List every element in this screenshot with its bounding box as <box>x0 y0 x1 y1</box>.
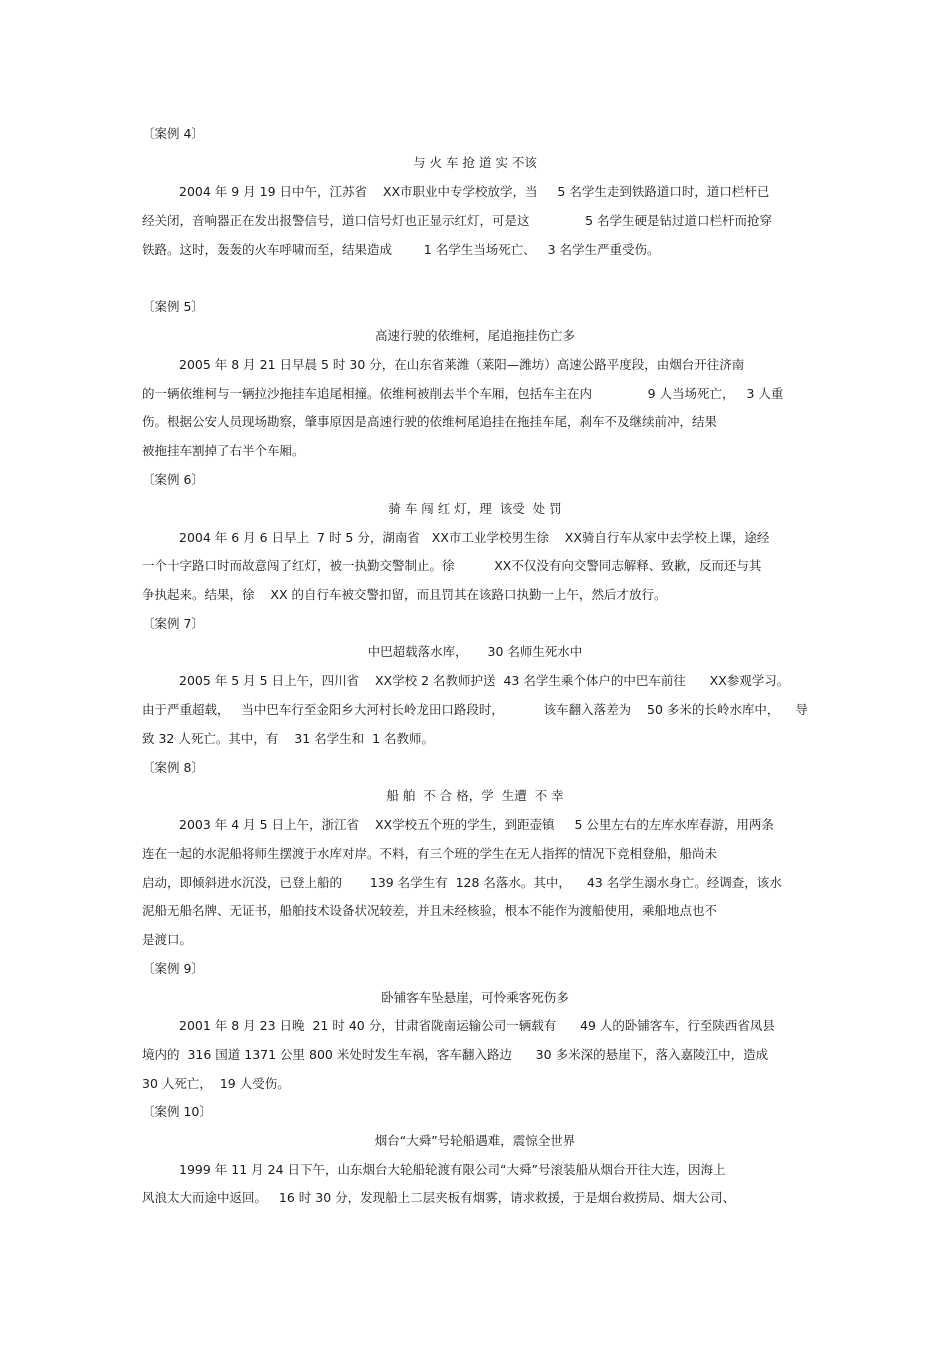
paragraph-line: 经关闭，音响器正在发出报警信号，道口信号灯也正显示红灯，可是这 5 名学生硬是钻过道口栏杆而抢穿 <box>142 213 773 228</box>
case-title: 高速行驶的依维柯，尾追拖挂伤亡多 <box>374 328 575 343</box>
case-label: 〔案例 7〕 <box>142 616 204 631</box>
case-title: 骑 车 闯 红 灯，理 该受 处 罚 <box>388 501 562 516</box>
paragraph-line: 境内的 316 国道 1371 公里 800 米处时发生车祸，客车翻入路边 30 多米深的悬崖下，落入嘉陵江中，造成 <box>142 1047 769 1062</box>
paragraph-line: 启动，即倾斜进水沉没，已登上船的 139 名学生有 128 名落水。其中， 43 名学生溺水身亡。经调查，该水 <box>142 875 782 890</box>
paragraph-line: 风浪太大而途中返回。 16 时 30 分，发现船上二层夹板有烟雾，请求救援，于是烟台救捞局、烟大公司、 <box>142 1190 736 1205</box>
paragraph-line: 30 人死亡， 19 人受伤。 <box>142 1076 290 1091</box>
case-label: 〔案例 9〕 <box>142 961 204 976</box>
paragraph-line: 2004 年 6 月 6 日早上 7 时 5 分，湖南省 XX市工业学校男生徐 XX骑自行车从家中去学校上课，途经 <box>179 530 770 545</box>
paragraph-line: 由于严重超载， 当中巴车行至金阳乡大河村长岭龙田口路段时， 该车翻入落差为 50 多米的长岭水库中， 导 <box>142 702 808 717</box>
paragraph-line: 争执起来。结果，徐 XX 的自行车被交警扣留，而且罚其在该路口执勤一上午，然后才放行。 <box>142 587 667 602</box>
paragraph-line: 连在一起的水泥船将师生摆渡于水库对岸。不料，有三个班的学生在无人指挥的情况下竞相登船，船尚未 <box>142 846 718 861</box>
paragraph-line: 2005 年 5 月 5 日上午，四川省 XX学校 2 名教师护送 43 名学生乘个体户的中巴车前往 XX参观学习。 <box>179 673 790 688</box>
paragraph-line: 2003 年 4 月 5 日上午，浙江省 XX学校五个班的学生，到距壶镇 5 公里左右的左库水库春游，用两条 <box>179 817 774 832</box>
paragraph-line: 被拖挂车割掉了右半个车厢。 <box>142 443 305 458</box>
paragraph-line: 的一辆依维柯与一辆拉沙拖挂车追尾相撞。依维柯被削去半个车厢，包括车主在内 9 人当场死亡， 3 人重 <box>142 386 784 401</box>
paragraph-line: 泥船无船名牌、无证书，船舶技术设备状况较差，并且未经核验，根本不能作为渡船使用，乘船地点也不 <box>142 903 718 918</box>
case-label: 〔案例 4〕 <box>142 126 204 141</box>
paragraph-line: 2005 年 8 月 21 日早晨 5 时 30 分，在山东省莱潍（莱阳—潍坊）高速公路平度段，由烟台开往济南 <box>179 357 745 372</box>
case-title: 与 火 车 抢 道 实 不该 <box>413 155 537 170</box>
paragraph-line: 一个十字路口时而故意闯了红灯，被一执勤交警制止。徐 XX不仅没有向交警同志解释、致歉，反而还与其 <box>142 558 762 573</box>
case-label: 〔案例 5〕 <box>142 299 204 314</box>
paragraph-line: 伤。根据公安人员现场勘察，肇事原因是高速行驶的依维柯尾追挂在拖挂车尾，刹车不及继续前冲，结果 <box>142 414 718 429</box>
case-label: 〔案例 10〕 <box>142 1104 212 1119</box>
paragraph-line: 2001 年 8 月 23 日晚 21 时 40 分，甘肃省陇南运输公司一辆载有 49 人的卧铺客车，行至陕西省凤县 <box>179 1018 775 1033</box>
paragraph-line: 2004 年 9 月 19 日中午，江苏省 XX市职业中专学校放学，当 5 名学生走到铁路道口时，道口栏杆已 <box>179 184 770 199</box>
case-title: 船 舶 不 合 格，学 生遭 不 幸 <box>386 788 564 803</box>
paragraph-line: 铁路。这时，轰轰的火车呼啸而至，结果造成 1 名学生当场死亡、 3 名学生严重受伤。 <box>142 242 660 257</box>
paragraph-line: 1999 年 11 月 24 日下午，山东烟台大轮船轮渡有限公司“大舜”号滚装船从烟台开往大连，因海上 <box>179 1162 726 1177</box>
paragraph-line: 致 32 人死亡。其中，有 31 名学生和 1 名教师。 <box>142 731 434 746</box>
case-label: 〔案例 6〕 <box>142 472 204 487</box>
case-title: 烟台“大舜”号轮船遇难，震惊全世界 <box>374 1133 576 1148</box>
case-title: 中巴超载落水库， 30 名师生死水中 <box>367 644 583 659</box>
case-label: 〔案例 8〕 <box>142 760 204 775</box>
paragraph-line: 是渡口。 <box>142 932 193 947</box>
case-title: 卧铺客车坠悬崖，可怜乘客死伤多 <box>381 990 569 1005</box>
